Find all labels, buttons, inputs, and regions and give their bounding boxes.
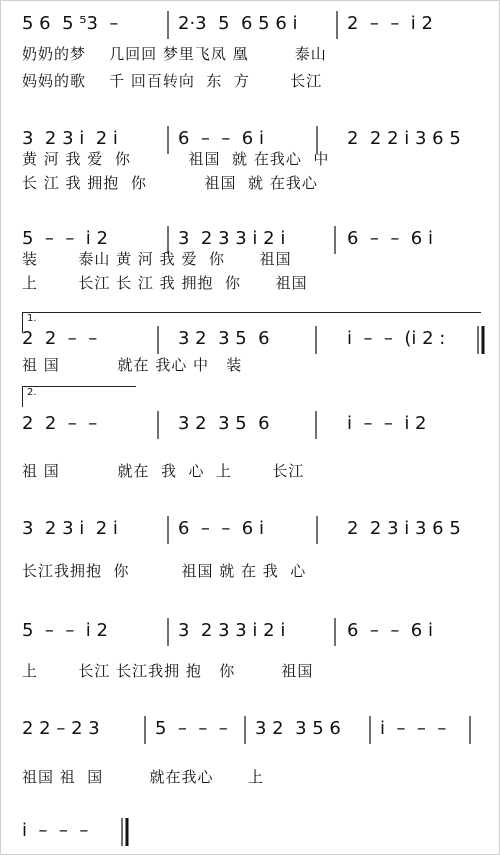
lyric-text: 装 泰山 黄 河 我 爱 你 祖国 [22, 250, 292, 268]
volta-label: 2. [27, 387, 37, 398]
lyric-text: 祖国 祖 国 就在我心 上 [22, 768, 265, 786]
lyric-line [0, 766, 500, 790]
measure-notes: i – – – [380, 718, 447, 739]
measure-notes: 6 – – 6 i [178, 518, 264, 539]
lyric-text: 妈妈的歌 千 回百转向 东 方 长江 [22, 72, 323, 90]
volta-bracket [22, 312, 481, 333]
measure-notes: 2 2 3 i 3 6 5 [347, 518, 461, 539]
notation-line [0, 518, 500, 542]
lyric-line [0, 460, 500, 484]
measure-notes: 2 2 – – [22, 328, 98, 349]
measure-notes: 3 2 3 5 6 [255, 718, 341, 739]
measure-notes: 5 – – i 2 [22, 228, 108, 249]
measure-notes: i – – – [22, 820, 89, 841]
measure-notes: i – – (i 2 : [347, 328, 446, 349]
measure-notes: 2 2 – 2 3 [22, 718, 100, 739]
notation-line [0, 620, 500, 644]
measure-notes: 3 2 3 i 2 i [22, 518, 118, 539]
measure-notes: 5 – – – [155, 718, 228, 739]
lyric-line [0, 148, 500, 172]
notation-line [0, 413, 500, 437]
measure-notes: 5 – – i 2 [22, 620, 108, 641]
measure-notes: 2 2 2 i 3 6 5 [347, 128, 461, 149]
lyric-text: 上 长江 长 江 我 拥抱 你 祖国 [22, 274, 308, 292]
lyric-line [0, 354, 500, 378]
lyric-line [0, 560, 500, 584]
lyric-line [0, 248, 500, 272]
lyric-line [0, 172, 500, 196]
lyric-text: 上 长江 长江我拥 抱 你 祖国 [22, 662, 314, 680]
measure-notes: 2 2 – – [22, 413, 98, 434]
measure-notes: 5 6 5 ⁵3 – [22, 13, 119, 34]
lyric-line [0, 660, 500, 684]
measure-notes: 3 2 3 5 6 [178, 413, 270, 434]
lyric-text: 奶奶的梦 几回回 梦里飞凤 凰 泰山 [22, 45, 327, 63]
measure-notes: 6 – – 6 i [347, 620, 433, 641]
lyric-text: 祖 国 就在 我心 中 装 [22, 356, 243, 374]
measure-notes: 2·3 5 6 5 6 i [178, 13, 298, 34]
notation-line [0, 820, 500, 844]
measure-notes: 3 2 3 i 2 i [22, 128, 118, 149]
measure-notes: 3 2 3 3 i 2 i [178, 228, 286, 249]
notation-line [0, 13, 500, 37]
lyric-line [0, 43, 500, 67]
lyric-text: 长 江 我 拥抱 你 祖国 就 在我心 [22, 174, 318, 192]
volta-bracket [22, 386, 136, 407]
notation-line [0, 718, 500, 742]
measure-notes: 2 – – i 2 [347, 13, 433, 34]
lyric-text: 黄 河 我 爱 你 祖国 就 在我心 中 [22, 150, 330, 168]
measure-notes: 3 2 3 3 i 2 i [178, 620, 286, 641]
lyric-line [0, 70, 500, 94]
lyric-text: 长江我拥抱 你 祖国 就 在 我 心 [22, 562, 307, 580]
lyric-text: 祖 国 就在 我 心 上 长江 [22, 462, 305, 480]
lyric-line [0, 272, 500, 296]
volta-label: 1. [27, 313, 37, 324]
measure-notes: 3 2 3 5 6 [178, 328, 270, 349]
measure-notes: 6 – – 6 i [178, 128, 264, 149]
measure-notes: 6 – – 6 i [347, 228, 433, 249]
measure-notes: i – – i 2 [347, 413, 427, 434]
